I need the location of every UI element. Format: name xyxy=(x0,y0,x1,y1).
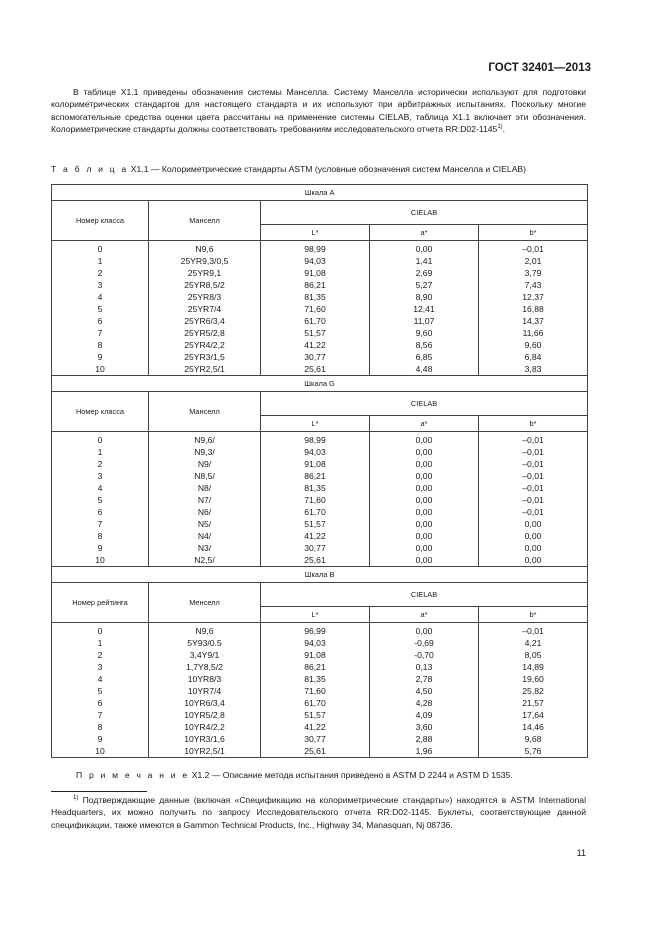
cell-munsell: 25YR8/3 xyxy=(149,291,261,303)
cell-l: 61,70 xyxy=(261,315,370,327)
cell-class: 9 xyxy=(52,542,149,554)
cell-b: –0,01 xyxy=(479,446,588,458)
header-sub-l: L* xyxy=(261,416,370,432)
intro-paragraph xyxy=(51,86,586,136)
cell-l: 30,77 xyxy=(261,351,370,363)
footnote-ref: 1) xyxy=(497,124,503,131)
header-class-number: Номер рейтинга xyxy=(52,583,149,623)
table-row xyxy=(52,518,588,530)
cell-class: 1 xyxy=(52,637,149,649)
cell-munsell: N4/ xyxy=(149,530,261,542)
cell-munsell: 25YR9,3/0,5 xyxy=(149,255,261,267)
table-row xyxy=(52,542,588,554)
header-class-number: Номер класса xyxy=(52,392,149,432)
header-munsell: Манселл xyxy=(149,201,261,241)
cell-l: 81,35 xyxy=(261,673,370,685)
cell-l: 91,08 xyxy=(261,649,370,661)
table-row xyxy=(52,685,588,697)
cell-class: 8 xyxy=(52,530,149,542)
cell-l: 30,77 xyxy=(261,733,370,745)
header-sub-b: b* xyxy=(479,607,588,623)
cell-a: 11,07 xyxy=(370,315,479,327)
cell-class: 9 xyxy=(52,733,149,745)
header-sub-a: a* xyxy=(370,225,479,241)
cell-l: 61,70 xyxy=(261,506,370,518)
cell-class: 5 xyxy=(52,303,149,315)
intro-text: В таблице Х1.1 приведены обозначения системы Манселла. Систему Манселла исторически используют для подготовки колориметрических стандартов для настоящего стандарта и их используют при арбитражных испытаниях. Поскольку многие вспомогательные средства оценки цвета рассчитаны на применение системы CIELAB, таблица Х1.1 включает эти обозначения. Колориметрические стандарты должны соответствовать требованиям исследовательского отчета RR:D02-1145 xyxy=(51,87,586,135)
cell-l: 98,99 xyxy=(261,432,370,447)
cell-munsell: N8,5/ xyxy=(149,470,261,482)
cell-munsell: 25YR8,5/2 xyxy=(149,279,261,291)
header-sub-l: L* xyxy=(261,607,370,623)
footnote-text: Подтверждающие данные (включая «Спецификацию на колориметрические стандарты») находятся в ASTM International Headquarters, их можно получить по запросу Исследовательского отчета RR:D02-1145. Буклеты, соответствующие данной спецификации, также имеются в Gammon Technical Products, Inc., Highway 34, Manasquan, Nj 08736. xyxy=(51,795,586,830)
cell-munsell: N6/ xyxy=(149,506,261,518)
cell-a: 2,69 xyxy=(370,267,479,279)
table-row xyxy=(52,554,588,567)
cell-a: 0,00 xyxy=(370,623,479,638)
table-row xyxy=(52,709,588,721)
table-row xyxy=(52,637,588,649)
cell-munsell: N3/ xyxy=(149,542,261,554)
cell-class: 6 xyxy=(52,697,149,709)
cell-class: 2 xyxy=(52,458,149,470)
cell-b: 0,00 xyxy=(479,518,588,530)
cell-munsell: N9,3/ xyxy=(149,446,261,458)
section-title-row xyxy=(52,376,588,392)
table-row xyxy=(52,506,588,518)
cell-class: 6 xyxy=(52,506,149,518)
section-title: Шкала G xyxy=(52,376,588,392)
header-sub-b: b* xyxy=(479,416,588,432)
table-body xyxy=(52,185,588,758)
note-text: Х1.2 — Описание метода испытания приведено в ASTM D 2244 и ASTM D 1535. xyxy=(191,770,513,780)
cell-class: 4 xyxy=(52,291,149,303)
cell-a: 4,28 xyxy=(370,697,479,709)
cell-b: 14,89 xyxy=(479,661,588,673)
table-row xyxy=(52,303,588,315)
cell-class: 1 xyxy=(52,255,149,267)
cell-a: 0,00 xyxy=(370,518,479,530)
cell-l: 25,61 xyxy=(261,745,370,758)
header-sub-a: a* xyxy=(370,607,479,623)
cell-munsell: 25YR5/2,8 xyxy=(149,327,261,339)
cell-l: 86,21 xyxy=(261,279,370,291)
cell-b: 9,60 xyxy=(479,339,588,351)
cell-a: 1,41 xyxy=(370,255,479,267)
table-row xyxy=(52,291,588,303)
cell-l: 51,57 xyxy=(261,327,370,339)
footnote xyxy=(51,794,586,831)
cell-b: –0,01 xyxy=(479,241,588,256)
header-cielab: CIELAB xyxy=(261,392,588,416)
cell-class: 9 xyxy=(52,351,149,363)
table-row xyxy=(52,279,588,291)
cell-b: 5,76 xyxy=(479,745,588,758)
cell-munsell: 25YR3/1,5 xyxy=(149,351,261,363)
cell-a: 0,00 xyxy=(370,554,479,567)
cell-b: 0,00 xyxy=(479,542,588,554)
cell-a: 0,00 xyxy=(370,494,479,506)
table-row xyxy=(52,494,588,506)
table-row xyxy=(52,339,588,351)
cell-class: 6 xyxy=(52,315,149,327)
cell-l: 30,77 xyxy=(261,542,370,554)
cell-munsell: 25YR2,5/1 xyxy=(149,363,261,376)
table-note xyxy=(76,770,513,780)
cell-a: 5,27 xyxy=(370,279,479,291)
table-row xyxy=(52,315,588,327)
cell-class: 2 xyxy=(52,649,149,661)
cell-l: 96,99 xyxy=(261,623,370,638)
cell-a: 2,88 xyxy=(370,733,479,745)
cell-a: 12,41 xyxy=(370,303,479,315)
cell-a: 9,60 xyxy=(370,327,479,339)
cell-a: -0,69 xyxy=(370,637,479,649)
cell-munsell: 25YR4/2,2 xyxy=(149,339,261,351)
cell-a: 0,00 xyxy=(370,458,479,470)
table-row xyxy=(52,697,588,709)
cell-l: 41,22 xyxy=(261,339,370,351)
header-cielab: CIELAB xyxy=(261,583,588,607)
cell-b: –0,01 xyxy=(479,458,588,470)
cell-munsell: 10YR6/3,4 xyxy=(149,697,261,709)
header-row xyxy=(52,583,588,607)
cell-munsell: 1,7Y8,5/2 xyxy=(149,661,261,673)
section-title: Шкала В xyxy=(52,567,588,583)
cell-class: 0 xyxy=(52,623,149,638)
cell-b: 11,66 xyxy=(479,327,588,339)
cell-l: 81,35 xyxy=(261,482,370,494)
cell-munsell: 3,4Y9/1 xyxy=(149,649,261,661)
table-row xyxy=(52,733,588,745)
cell-a: 0,00 xyxy=(370,542,479,554)
colorimetric-standards-table xyxy=(51,184,588,758)
section-title-row xyxy=(52,567,588,583)
cell-b: –0,01 xyxy=(479,494,588,506)
table-row xyxy=(52,470,588,482)
cell-a: 0,00 xyxy=(370,470,479,482)
cell-class: 7 xyxy=(52,518,149,530)
note-label: П р и м е ч а н и е xyxy=(76,770,190,780)
caption-label: Т а б л и ц а xyxy=(51,164,129,174)
cell-munsell: 25YR7/4 xyxy=(149,303,261,315)
cell-l: 86,21 xyxy=(261,661,370,673)
cell-class: 7 xyxy=(52,327,149,339)
cell-munsell: 25YR9,1 xyxy=(149,267,261,279)
cell-a: 8,90 xyxy=(370,291,479,303)
cell-b: 7,43 xyxy=(479,279,588,291)
cell-l: 51,57 xyxy=(261,709,370,721)
table-row xyxy=(52,623,588,638)
table-row xyxy=(52,530,588,542)
cell-munsell: 10YR2,5/1 xyxy=(149,745,261,758)
cell-b: 17,64 xyxy=(479,709,588,721)
cell-a: -0,70 xyxy=(370,649,479,661)
header-sub-b: b* xyxy=(479,225,588,241)
intro-end: . xyxy=(502,124,506,135)
header-cielab: CIELAB xyxy=(261,201,588,225)
cell-munsell: N2,5/ xyxy=(149,554,261,567)
cell-a: 1,96 xyxy=(370,745,479,758)
section-title: Шкала А xyxy=(52,185,588,201)
cell-class: 4 xyxy=(52,482,149,494)
cell-a: 2,78 xyxy=(370,673,479,685)
cell-l: 91,08 xyxy=(261,267,370,279)
cell-a: 0,00 xyxy=(370,241,479,256)
cell-b: 14,46 xyxy=(479,721,588,733)
cell-b: 12,37 xyxy=(479,291,588,303)
cell-munsell: N9,6/ xyxy=(149,432,261,447)
cell-l: 98,99 xyxy=(261,241,370,256)
cell-l: 71,60 xyxy=(261,494,370,506)
cell-a: 4,48 xyxy=(370,363,479,376)
table-row xyxy=(52,458,588,470)
cell-class: 1 xyxy=(52,446,149,458)
page-number: 11 xyxy=(576,848,586,858)
cell-l: 25,61 xyxy=(261,363,370,376)
cell-a: 0,00 xyxy=(370,530,479,542)
table-row xyxy=(52,241,588,256)
cell-a: 0,00 xyxy=(370,446,479,458)
cell-munsell: N9/ xyxy=(149,458,261,470)
header-class-number: Номер класса xyxy=(52,201,149,241)
cell-l: 41,22 xyxy=(261,530,370,542)
cell-b: 6,84 xyxy=(479,351,588,363)
table-row xyxy=(52,649,588,661)
cell-class: 3 xyxy=(52,279,149,291)
table-row xyxy=(52,721,588,733)
cell-b: 0,00 xyxy=(479,554,588,567)
table-row xyxy=(52,673,588,685)
cell-b: 8,05 xyxy=(479,649,588,661)
cell-class: 10 xyxy=(52,745,149,758)
cell-l: 61,70 xyxy=(261,697,370,709)
header-sub-a: a* xyxy=(370,416,479,432)
header-sub-l: L* xyxy=(261,225,370,241)
cell-b: –0,01 xyxy=(479,623,588,638)
cell-munsell: 10YR3/1,6 xyxy=(149,733,261,745)
cell-b: 25,82 xyxy=(479,685,588,697)
footnote-divider xyxy=(51,791,147,792)
cell-l: 71,60 xyxy=(261,685,370,697)
cell-class: 8 xyxy=(52,339,149,351)
cell-class: 3 xyxy=(52,470,149,482)
table-row xyxy=(52,745,588,758)
cell-a: 4,09 xyxy=(370,709,479,721)
table-row xyxy=(52,267,588,279)
cell-l: 81,35 xyxy=(261,291,370,303)
cell-b: 2,01 xyxy=(479,255,588,267)
cell-a: 8,56 xyxy=(370,339,479,351)
cell-a: 0,00 xyxy=(370,506,479,518)
cell-b: 19,60 xyxy=(479,673,588,685)
cell-a: 0,00 xyxy=(370,482,479,494)
cell-class: 3 xyxy=(52,661,149,673)
cell-l: 51,57 xyxy=(261,518,370,530)
section-title-row xyxy=(52,185,588,201)
cell-class: 5 xyxy=(52,494,149,506)
cell-l: 94,03 xyxy=(261,446,370,458)
cell-a: 6,85 xyxy=(370,351,479,363)
table-row xyxy=(52,446,588,458)
cell-a: 0,00 xyxy=(370,432,479,447)
cell-b: –0,01 xyxy=(479,482,588,494)
cell-munsell: 10YR4/2,2 xyxy=(149,721,261,733)
cell-class: 4 xyxy=(52,673,149,685)
table-row xyxy=(52,432,588,447)
table-caption xyxy=(51,164,526,174)
cell-b: 9,68 xyxy=(479,733,588,745)
table-row xyxy=(52,327,588,339)
cell-munsell: 10YR5/2,8 xyxy=(149,709,261,721)
header-row xyxy=(52,392,588,416)
cell-class: 7 xyxy=(52,709,149,721)
header-row xyxy=(52,201,588,225)
cell-b: –0,01 xyxy=(479,470,588,482)
cell-class: 8 xyxy=(52,721,149,733)
cell-l: 91,08 xyxy=(261,458,370,470)
cell-b: 0,00 xyxy=(479,530,588,542)
cell-l: 86,21 xyxy=(261,470,370,482)
cell-munsell: N8/ xyxy=(149,482,261,494)
cell-class: 10 xyxy=(52,363,149,376)
header-munsell: Манселл xyxy=(149,392,261,432)
cell-class: 5 xyxy=(52,685,149,697)
cell-l: 25,61 xyxy=(261,554,370,567)
cell-b: 3,83 xyxy=(479,363,588,376)
cell-b: 16,88 xyxy=(479,303,588,315)
cell-class: 0 xyxy=(52,241,149,256)
cell-munsell: 10YR7/4 xyxy=(149,685,261,697)
cell-munsell: 10YR8/3 xyxy=(149,673,261,685)
cell-class: 2 xyxy=(52,267,149,279)
table-row xyxy=(52,255,588,267)
cell-b: –0,01 xyxy=(479,506,588,518)
cell-b: 3,79 xyxy=(479,267,588,279)
cell-munsell: N9,6 xyxy=(149,241,261,256)
cell-munsell: N5/ xyxy=(149,518,261,530)
cell-b: 21,57 xyxy=(479,697,588,709)
caption-text: Х1.1 — Колориметрические стандарты ASTM (условные обозначения систем Манселла и CIELAB) xyxy=(130,164,527,174)
footnote-mark: 1) xyxy=(73,795,79,802)
document-id: ГОСТ 32401—2013 xyxy=(488,62,591,74)
cell-l: 71,60 xyxy=(261,303,370,315)
table-row xyxy=(52,351,588,363)
table-row xyxy=(52,482,588,494)
cell-munsell: 25YR6/3,4 xyxy=(149,315,261,327)
cell-munsell: N9,6 xyxy=(149,623,261,638)
cell-b: 4,21 xyxy=(479,637,588,649)
table-row xyxy=(52,661,588,673)
cell-b: 14,37 xyxy=(479,315,588,327)
cell-munsell: N7/ xyxy=(149,494,261,506)
cell-b: –0,01 xyxy=(479,432,588,447)
cell-a: 0,13 xyxy=(370,661,479,673)
cell-l: 41,22 xyxy=(261,721,370,733)
cell-l: 94,03 xyxy=(261,255,370,267)
cell-a: 4,50 xyxy=(370,685,479,697)
cell-munsell: 5Y93/0.5 xyxy=(149,637,261,649)
header-munsell: Менселл xyxy=(149,583,261,623)
cell-class: 0 xyxy=(52,432,149,447)
cell-a: 3,60 xyxy=(370,721,479,733)
table-row xyxy=(52,363,588,376)
cell-l: 94,03 xyxy=(261,637,370,649)
cell-class: 10 xyxy=(52,554,149,567)
